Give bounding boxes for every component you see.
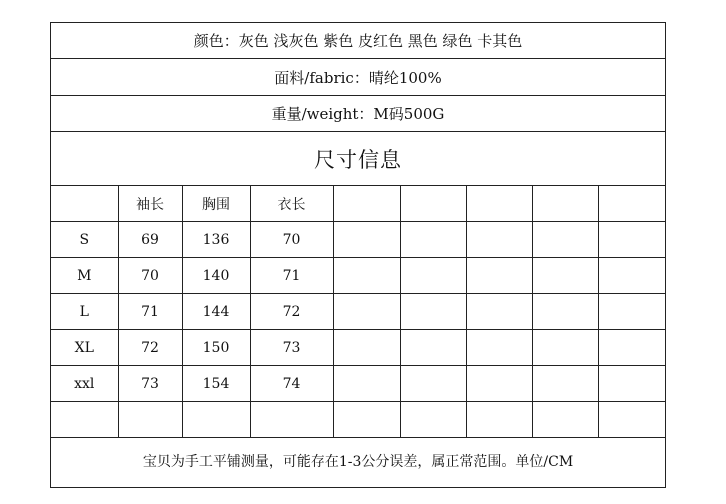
table-cell bbox=[118, 402, 182, 438]
header-cell bbox=[51, 186, 118, 222]
measurement-note: 宝贝为手工平铺测量，可能存在1-3公分误差，属正常范围。单位/CM bbox=[142, 454, 574, 470]
table-cell: 69 bbox=[118, 222, 182, 258]
table-cell bbox=[182, 402, 250, 438]
table-cell bbox=[400, 222, 466, 258]
table-cell bbox=[532, 366, 598, 402]
header-cell bbox=[598, 186, 665, 222]
table-cell: 154 bbox=[182, 366, 250, 402]
table-cell bbox=[250, 402, 333, 438]
table-cell: xxl bbox=[51, 366, 118, 402]
table-cell bbox=[333, 330, 400, 366]
table-cell: 70 bbox=[250, 222, 333, 258]
table-cell bbox=[598, 366, 665, 402]
header-cell: 衣长 bbox=[250, 186, 333, 222]
size-table bbox=[51, 186, 665, 438]
size-info-title: 尺寸信息 bbox=[51, 132, 665, 186]
table-cell: 71 bbox=[118, 294, 182, 330]
table-cell: 71 bbox=[250, 258, 333, 294]
table-cell bbox=[333, 402, 400, 438]
weight-line: 重量/weight：M码500G bbox=[51, 96, 665, 132]
colors-line: 颜色：灰色 浅灰色 紫色 皮红色 黑色 绿色 卡其色 bbox=[51, 23, 665, 59]
table-cell bbox=[51, 402, 118, 438]
table-cell: 73 bbox=[118, 366, 182, 402]
table-row bbox=[51, 258, 665, 294]
table-cell: 74 bbox=[250, 366, 333, 402]
table-cell bbox=[333, 222, 400, 258]
table-cell: 72 bbox=[250, 294, 333, 330]
table-cell bbox=[598, 222, 665, 258]
table-cell bbox=[598, 258, 665, 294]
table-cell bbox=[598, 402, 665, 438]
table-cell bbox=[400, 258, 466, 294]
table-cell bbox=[532, 258, 598, 294]
table-cell bbox=[532, 330, 598, 366]
table-cell: 70 bbox=[118, 258, 182, 294]
table-cell bbox=[400, 366, 466, 402]
table-cell bbox=[400, 294, 466, 330]
table-cell bbox=[466, 258, 532, 294]
table-cell: XL bbox=[51, 330, 118, 366]
header-cell bbox=[532, 186, 598, 222]
table-row bbox=[51, 330, 665, 366]
table-cell bbox=[598, 330, 665, 366]
table-cell: M bbox=[51, 258, 118, 294]
size-chart-sheet bbox=[50, 22, 666, 488]
table-header-row bbox=[51, 186, 665, 222]
fabric-line: 面料/fabric：晴纶100% bbox=[51, 59, 665, 96]
table-cell bbox=[400, 402, 466, 438]
header-cell: 袖长 bbox=[118, 186, 182, 222]
table-cell: 73 bbox=[250, 330, 333, 366]
table-row bbox=[51, 366, 665, 402]
table-cell bbox=[532, 402, 598, 438]
header-cell: 胸围 bbox=[182, 186, 250, 222]
table-row bbox=[51, 222, 665, 258]
table-row bbox=[51, 294, 665, 330]
table-cell: S bbox=[51, 222, 118, 258]
header-cell bbox=[466, 186, 532, 222]
table-cell: 72 bbox=[118, 330, 182, 366]
header-cell bbox=[400, 186, 466, 222]
table-cell: L bbox=[51, 294, 118, 330]
table-cell: 140 bbox=[182, 258, 250, 294]
table-cell bbox=[466, 402, 532, 438]
table-cell bbox=[333, 366, 400, 402]
table-cell bbox=[333, 294, 400, 330]
table-cell: 144 bbox=[182, 294, 250, 330]
table-cell bbox=[466, 294, 532, 330]
table-cell bbox=[598, 294, 665, 330]
table-cell bbox=[466, 330, 532, 366]
table-cell bbox=[400, 330, 466, 366]
table-cell: 136 bbox=[182, 222, 250, 258]
table-cell bbox=[466, 222, 532, 258]
header-cell bbox=[333, 186, 400, 222]
table-row bbox=[51, 402, 665, 438]
table-cell bbox=[532, 294, 598, 330]
table-cell bbox=[532, 222, 598, 258]
table-cell bbox=[466, 366, 532, 402]
table-cell bbox=[333, 258, 400, 294]
table-cell: 150 bbox=[182, 330, 250, 366]
